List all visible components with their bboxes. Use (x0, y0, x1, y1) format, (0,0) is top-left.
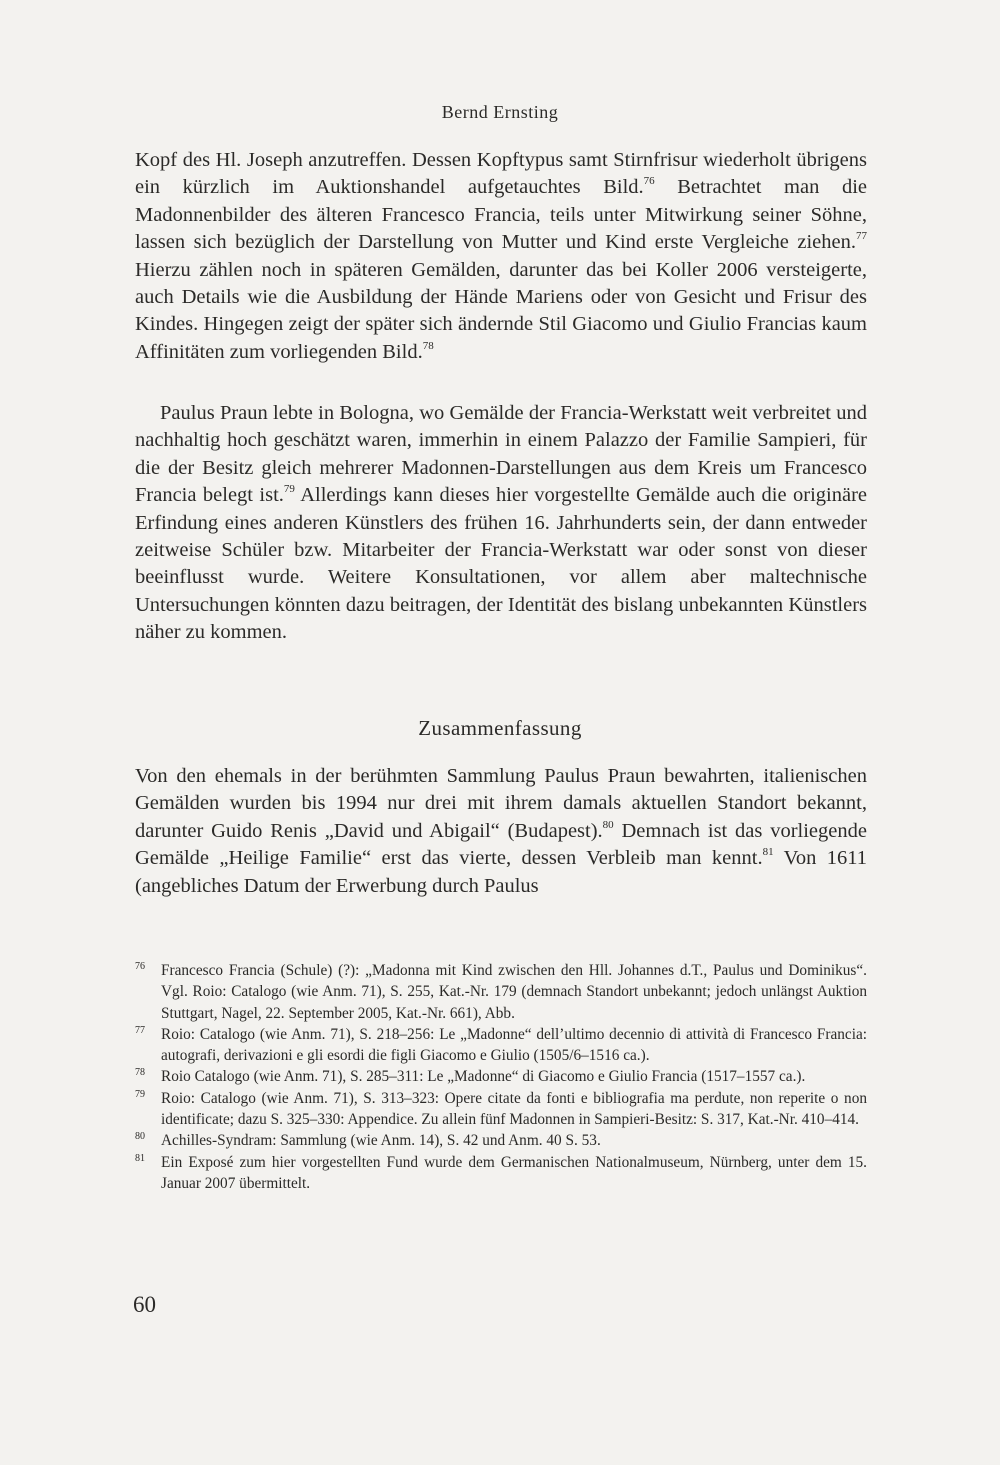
section-heading: Zusammenfassung (418, 716, 582, 740)
footnote-text: Francesco Francia (Schule) (?): „Madonna mit Kind zwischen den Hll. Johannes d.T., Paulus und Dominikus“. Vgl. Roio: Catalogo (wie Anm. 71), S. 255, Kat.-Nr. 179 (demnach Standort unbekannt; jedoch unlängst Auktion Stuttgart, Nagel, 22. September 2005, Kat.-Nr. 661), Abb. (161, 962, 867, 1022)
footnote (135, 1088, 867, 1131)
text-run: Von 1611 (angebliches Datum der Erwerbung durch Paulus (135, 847, 867, 897)
running-header: Bernd Ernsting (441, 102, 559, 122)
footnote (135, 1130, 867, 1151)
footnote-reference: 79 (283, 483, 295, 496)
text-run: Allerdings kann dieses hier vorgestellte Gemälde auch die originäre Erfindung eines anderen Künstlers des frühen 16. Jahrhunderts sein, der dann entweder zeitweise Schüler bzw. Mitarbeiter der Francia-Werkstatt war oder sonst von dieser beeinflusst wurde. Weitere Konsultationen, vor allem aber maltechnische Untersuchungen könnten dazu beitragen, der Identität des bislang unbekannten Künstlers näher zu kommen. (135, 484, 867, 644)
body-paragraph-3 (135, 763, 867, 900)
footnote-number: 79 (135, 1088, 145, 1100)
footnote-text: Roio Catalogo (wie Anm. 71), S. 285–311: Le „Madonne“ di Giacomo e Giulio Francia (1517–1557 ca.). (161, 1068, 806, 1086)
footnote (135, 1152, 867, 1195)
text-run: Von den ehemals in der berühmten Sammlung Paulus Praun bewahrten, italienischen Gemälden wurden bis 1994 nur drei mit ihrem damals aktuellen Standort bekannt, darunter Guido Renis „David und Abigail“ (Budapest). (135, 765, 867, 842)
footnote-reference: 78 (422, 339, 434, 352)
footnote-text: Ein Exposé zum hier vorgestellten Fund wurde dem Germanischen Nationalmuseum, Nürnberg, unter dem 15. Januar 2007 übermittelt. (161, 1153, 867, 1192)
page-number: 60 (133, 1292, 156, 1317)
text-run: Hierzu zählen noch in späteren Gemälden, darunter das bei Koller 2006 versteigerte, auch Details wie die Ausbildung der Hände Mariens oder von Gesicht und Frisur des Kindes. Hingegen zeigt der später sich ändernde Stil Giacomo und Giulio Francias kaum Affinitäten zum vorliegenden Bild. (135, 258, 867, 363)
footnote-number: 81 (135, 1152, 145, 1164)
footnote (135, 1066, 867, 1087)
footnote-number: 76 (135, 961, 145, 972)
text-run: Paulus Praun lebte in Bologna, wo Gemälde der Francia-Werkstatt weit verbreitet und nachhaltig hoch geschätzt waren, immerhin in einem Palazzo der Familie Sampieri, für die der Besitz gleich mehrerer Madonnen-Darstellungen aus dem Kreis um Francesco Francia belegt ist. (135, 402, 867, 507)
body-paragraph-1 (135, 147, 867, 366)
footnote-text: Roio: Catalogo (wie Anm. 71), S. 218–256: Le „Madonne“ dell’ultimo decennio di attività di Francesco Francia: autografi, derivazioni e gli esordi die figli Giacomo e Giulio (1505/6–1516 ca.). (161, 1025, 867, 1065)
footnote-reference: 76 (643, 175, 655, 188)
body-paragraph-2 (135, 400, 867, 647)
text-run: Kopf des Hl. Joseph anzutreffen. Dessen Kopftypus samt Stirnfrisur wiederholt übrigens ein kürzlich im Auktionshandel aufgetauchtes Bild. (135, 149, 867, 199)
footnote-number: 77 (135, 1024, 145, 1036)
footnote (135, 1024, 867, 1067)
text-run: Betrachtet man die Madonnenbilder des älteren Francesco Francia, teils unter Mitwirkung seiner Söhne, lassen sich bezüglich der Darstellung von Mutter und Kind erste Vergleiche ziehen. (135, 176, 867, 254)
footnote-reference: 81 (762, 846, 774, 859)
footnote-text: Achilles-Syndram: Sammlung (wie Anm. 14), S. 42 und Anm. 40 S. 53. (161, 1132, 601, 1150)
footnote-number: 80 (135, 1131, 145, 1143)
footnote-reference: 77 (856, 230, 867, 243)
text-run: Demnach ist das vorliegende Gemälde „Heilige Familie“ erst das vierte, dessen Verbleib man kennt. (135, 819, 867, 870)
footnote-text: Roio: Catalogo (wie Anm. 71), S. 313–323: Opere citate da fonti e bibliografia ma perdute, non reperite o non identificate; dazu S. 325–330: Appendice. Zu allein fünf Madonnen in Sampieri-Besitz: S. 317, Kat.-Nr. 410–414. (161, 1089, 867, 1129)
footnotes (135, 960, 867, 1194)
footnote-number: 78 (135, 1067, 145, 1079)
footnote-reference: 80 (602, 818, 614, 831)
footnote (135, 960, 867, 1024)
